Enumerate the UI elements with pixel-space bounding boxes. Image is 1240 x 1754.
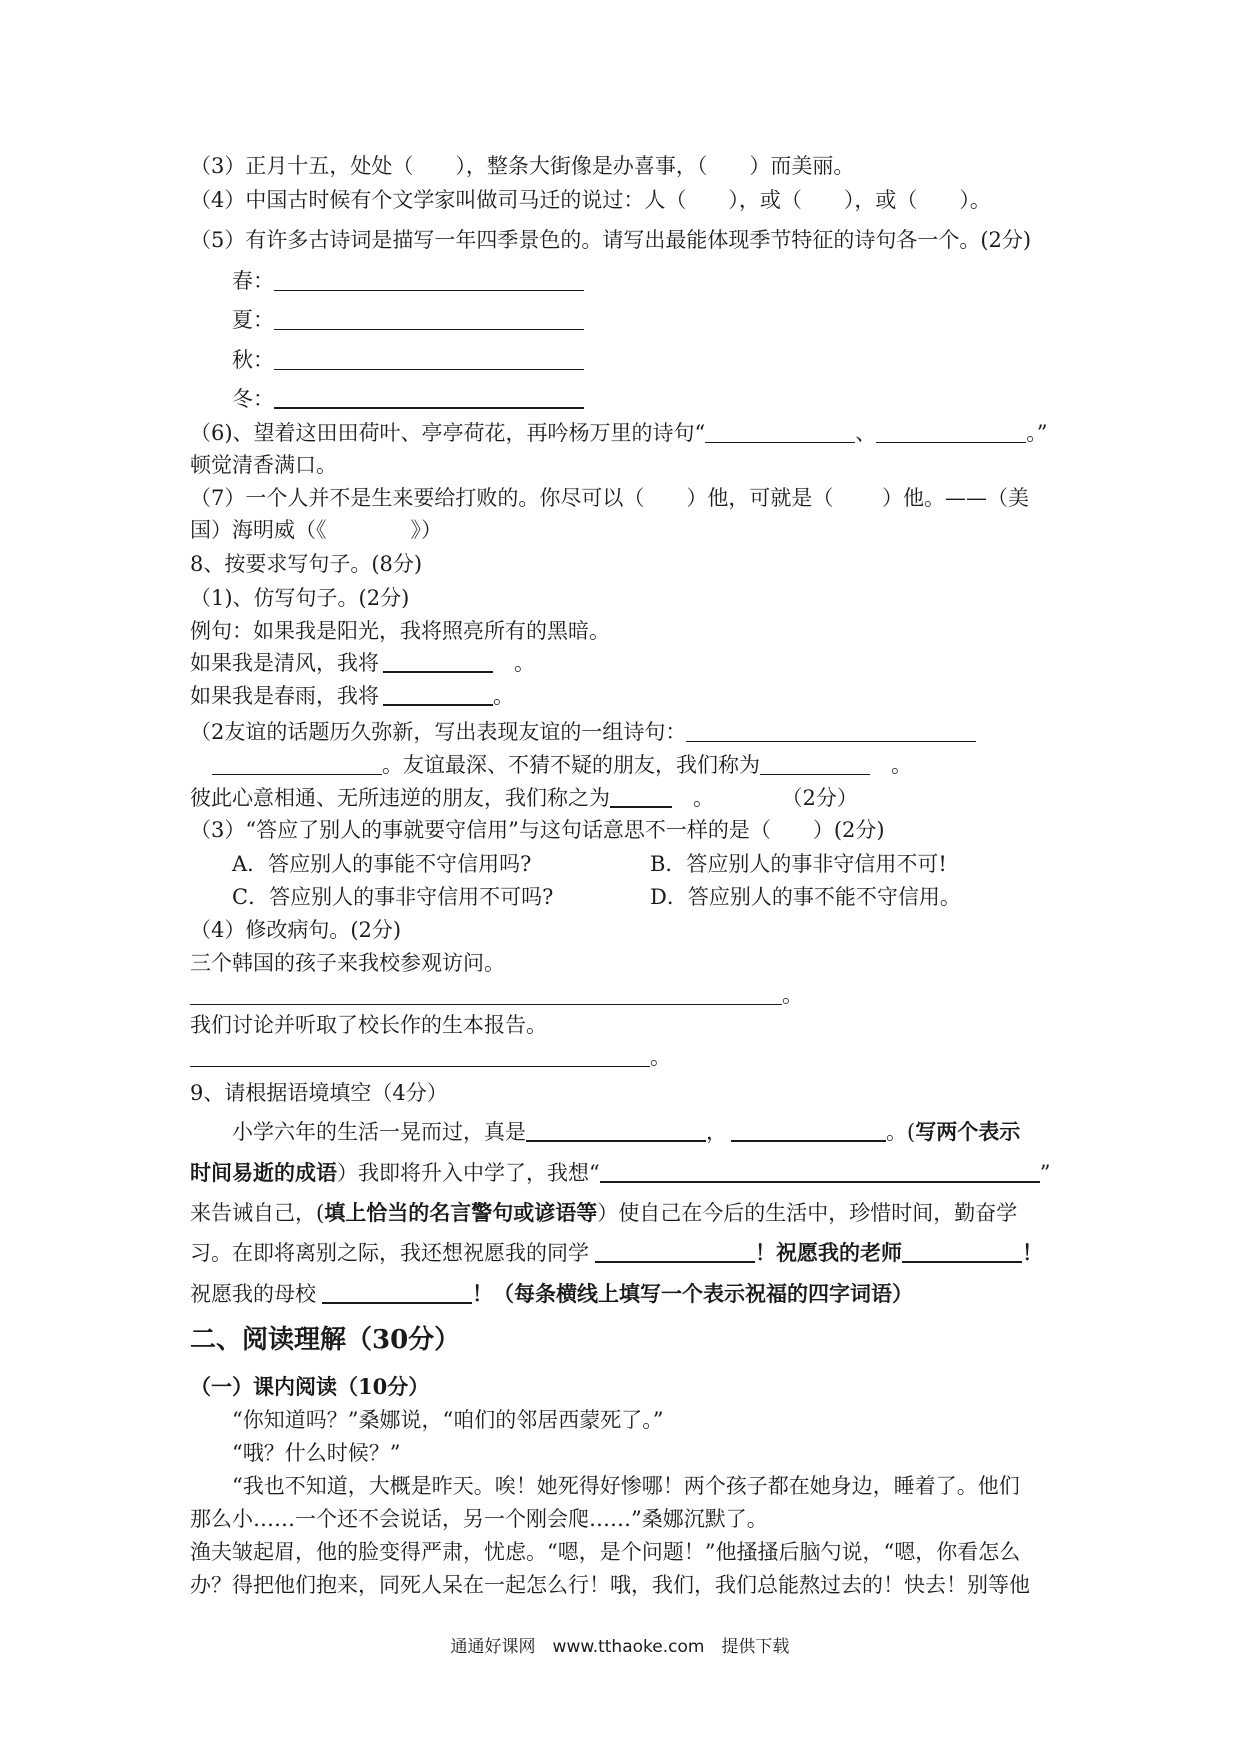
q8-sub3: （3）“答应了别人的事就要守信用”与这句话意思不一样的是（ ）(2分) [190, 818, 885, 842]
q9-para-line-5: 祝愿我的母校 ！（每条横线上填写一个表示祝福的四字词语） [190, 1281, 913, 1306]
sick-answer-blank-1[interactable] [190, 984, 782, 1005]
poem-blank-1[interactable] [705, 420, 855, 443]
idiom-blank-1[interactable] [526, 1118, 706, 1142]
autumn-answer-blank[interactable] [274, 347, 584, 370]
sick-sentence-2: 我们讨论并听取了校长作的生本报告。 [190, 1013, 547, 1037]
q7-item-7: （7）一个人并不是生来要给打败的。你尽可以（ ）他，可就是（ ）他。——（美 [190, 486, 1030, 510]
reading-line-2: “哦？什么时候？” [232, 1441, 401, 1465]
option-a: A．答应别人的事能不守信用吗? [232, 852, 532, 876]
rain-line: 如果我是春雨，我将 。 [190, 684, 514, 708]
option-b: B．答应别人的事非守信用不可! [650, 852, 947, 876]
q8-example: 例句：如果我是阳光，我将照亮所有的黑暗。 [190, 619, 610, 643]
reading-line-1: “你知道吗？”桑娜说，“咱们的邻居西蒙死了。” [232, 1408, 664, 1432]
school-wish-blank[interactable] [322, 1280, 472, 1304]
friendship-line-1: （2友谊的话题历久弥新，写出表现友谊的一组诗句： [190, 717, 976, 747]
classmate-wish-blank[interactable] [595, 1239, 755, 1263]
q9-para-line-3: 来告诫自己，(填上恰当的名言警句或谚语等）使自己在今后的生活中，珍惜时间，勤奋学 [190, 1200, 1018, 1225]
sick-answer-blank-2[interactable] [190, 1046, 650, 1067]
sick-sentence-1: 三个韩国的孩子来我校参观访问。 [190, 951, 505, 975]
option-d: D．答应别人的事不能不守信用。 [650, 885, 961, 909]
sick-answer-line-2: 。 [190, 1042, 671, 1072]
friendship-poem-blank-a[interactable] [686, 719, 976, 742]
wind-line: 如果我是清风，我将 。 [190, 651, 535, 675]
sick-answer-line-1: 。 [190, 980, 803, 1010]
poem-blank-2[interactable] [876, 420, 1026, 443]
summer-line: 夏： [232, 305, 584, 335]
page-footer: 通通好课网 www.tthaoke.com 提供下载 [450, 1637, 790, 1657]
friendship-line-2: 。友谊最深、不猜不疑的朋友，我们称为 。 [212, 750, 912, 780]
section-2-heading: 二、阅读理解（30分） [190, 1325, 461, 1355]
q9-para-line-2: 时间易逝的成语）我即将升入中学了，我想“ ” [190, 1160, 1051, 1185]
q9-para-line-1: 小学六年的生活一晃而过，真是 ， 。(写两个表示 [232, 1119, 1021, 1144]
idiom-blank-2[interactable] [731, 1118, 886, 1142]
friend-name-blank-1[interactable] [760, 752, 870, 775]
q9-para-line-4: 习。在即将离别之际，我还想祝愿我的同学 ！祝愿我的老师 ！ [190, 1240, 1043, 1265]
summer-answer-blank[interactable] [274, 307, 584, 330]
winter-line: 冬： [232, 384, 584, 414]
q8-title: 8、按要求写句子。(8分) [190, 552, 423, 576]
section-2-subheading: （一）课内阅读（10分） [190, 1374, 430, 1399]
option-c: C．答应别人的事非守信用不可吗? [232, 885, 554, 909]
winter-answer-blank[interactable] [274, 385, 584, 409]
friendship-line-3: 彼此心意相通、无所违逆的朋友，我们称之为 。 （2分） [190, 786, 858, 810]
q7-item-5: （5）有许多古诗词是描写一年四季景色的。请写出最能体现季节特征的诗句各一个。(2分) [190, 228, 1032, 252]
q8-sub1: （1)、仿写句子。(2分) [190, 586, 410, 610]
q7-item-7-cont: 国）海明威（《 》） [190, 518, 442, 542]
spring-answer-blank[interactable] [274, 268, 584, 291]
rain-blank[interactable] [383, 682, 493, 706]
reading-line-3: “我也不知道，大概是昨天。唉！她死得好惨哪！两个孩子都在她身边，睡着了。他们 [232, 1474, 1020, 1498]
reading-line-5: 渔夫皱起眉，他的脸变得严肃，忧虑。“嗯，是个问题！”他搔搔后脑勺说，“嗯，你看怎么 [190, 1540, 1021, 1564]
wind-blank[interactable] [383, 649, 493, 673]
reading-line-4: 那么小……一个还不会说话，另一个刚会爬……”桑娜沉默了。 [190, 1507, 768, 1531]
friendship-poem-blank-b[interactable] [212, 752, 382, 775]
q7-item-6: （6)、望着这田田荷叶、亭亭荷花，再吟杨万里的诗句“ 、 。” [190, 421, 1048, 445]
friend-name-blank-2[interactable] [610, 784, 672, 808]
spring-line: 春： [232, 266, 584, 296]
q7-item-4: （4）中国古时候有个文学家叫做司马迁的说过：人（ ），或（ ），或（ ）。 [190, 188, 991, 212]
q9-title: 9、请根据语境填空（4分） [190, 1081, 448, 1105]
q7-item-6-cont: 顿觉清香满口。 [190, 453, 337, 477]
teacher-wish-blank[interactable] [902, 1239, 1022, 1263]
reading-line-6: 办？得把他们抱来，同死人呆在一起怎么行！哦，我们，我们总能熬过去的！快去！别等他 [190, 1573, 1030, 1597]
q8-sub4: （4）修改病句。(2分) [190, 918, 402, 942]
q7-item-3: （3）正月十五，处处（ ），整条大街像是办喜事，（ ）而美丽。 [190, 154, 855, 178]
autumn-line: 秋： [232, 345, 584, 375]
motto-blank[interactable] [600, 1159, 1040, 1183]
